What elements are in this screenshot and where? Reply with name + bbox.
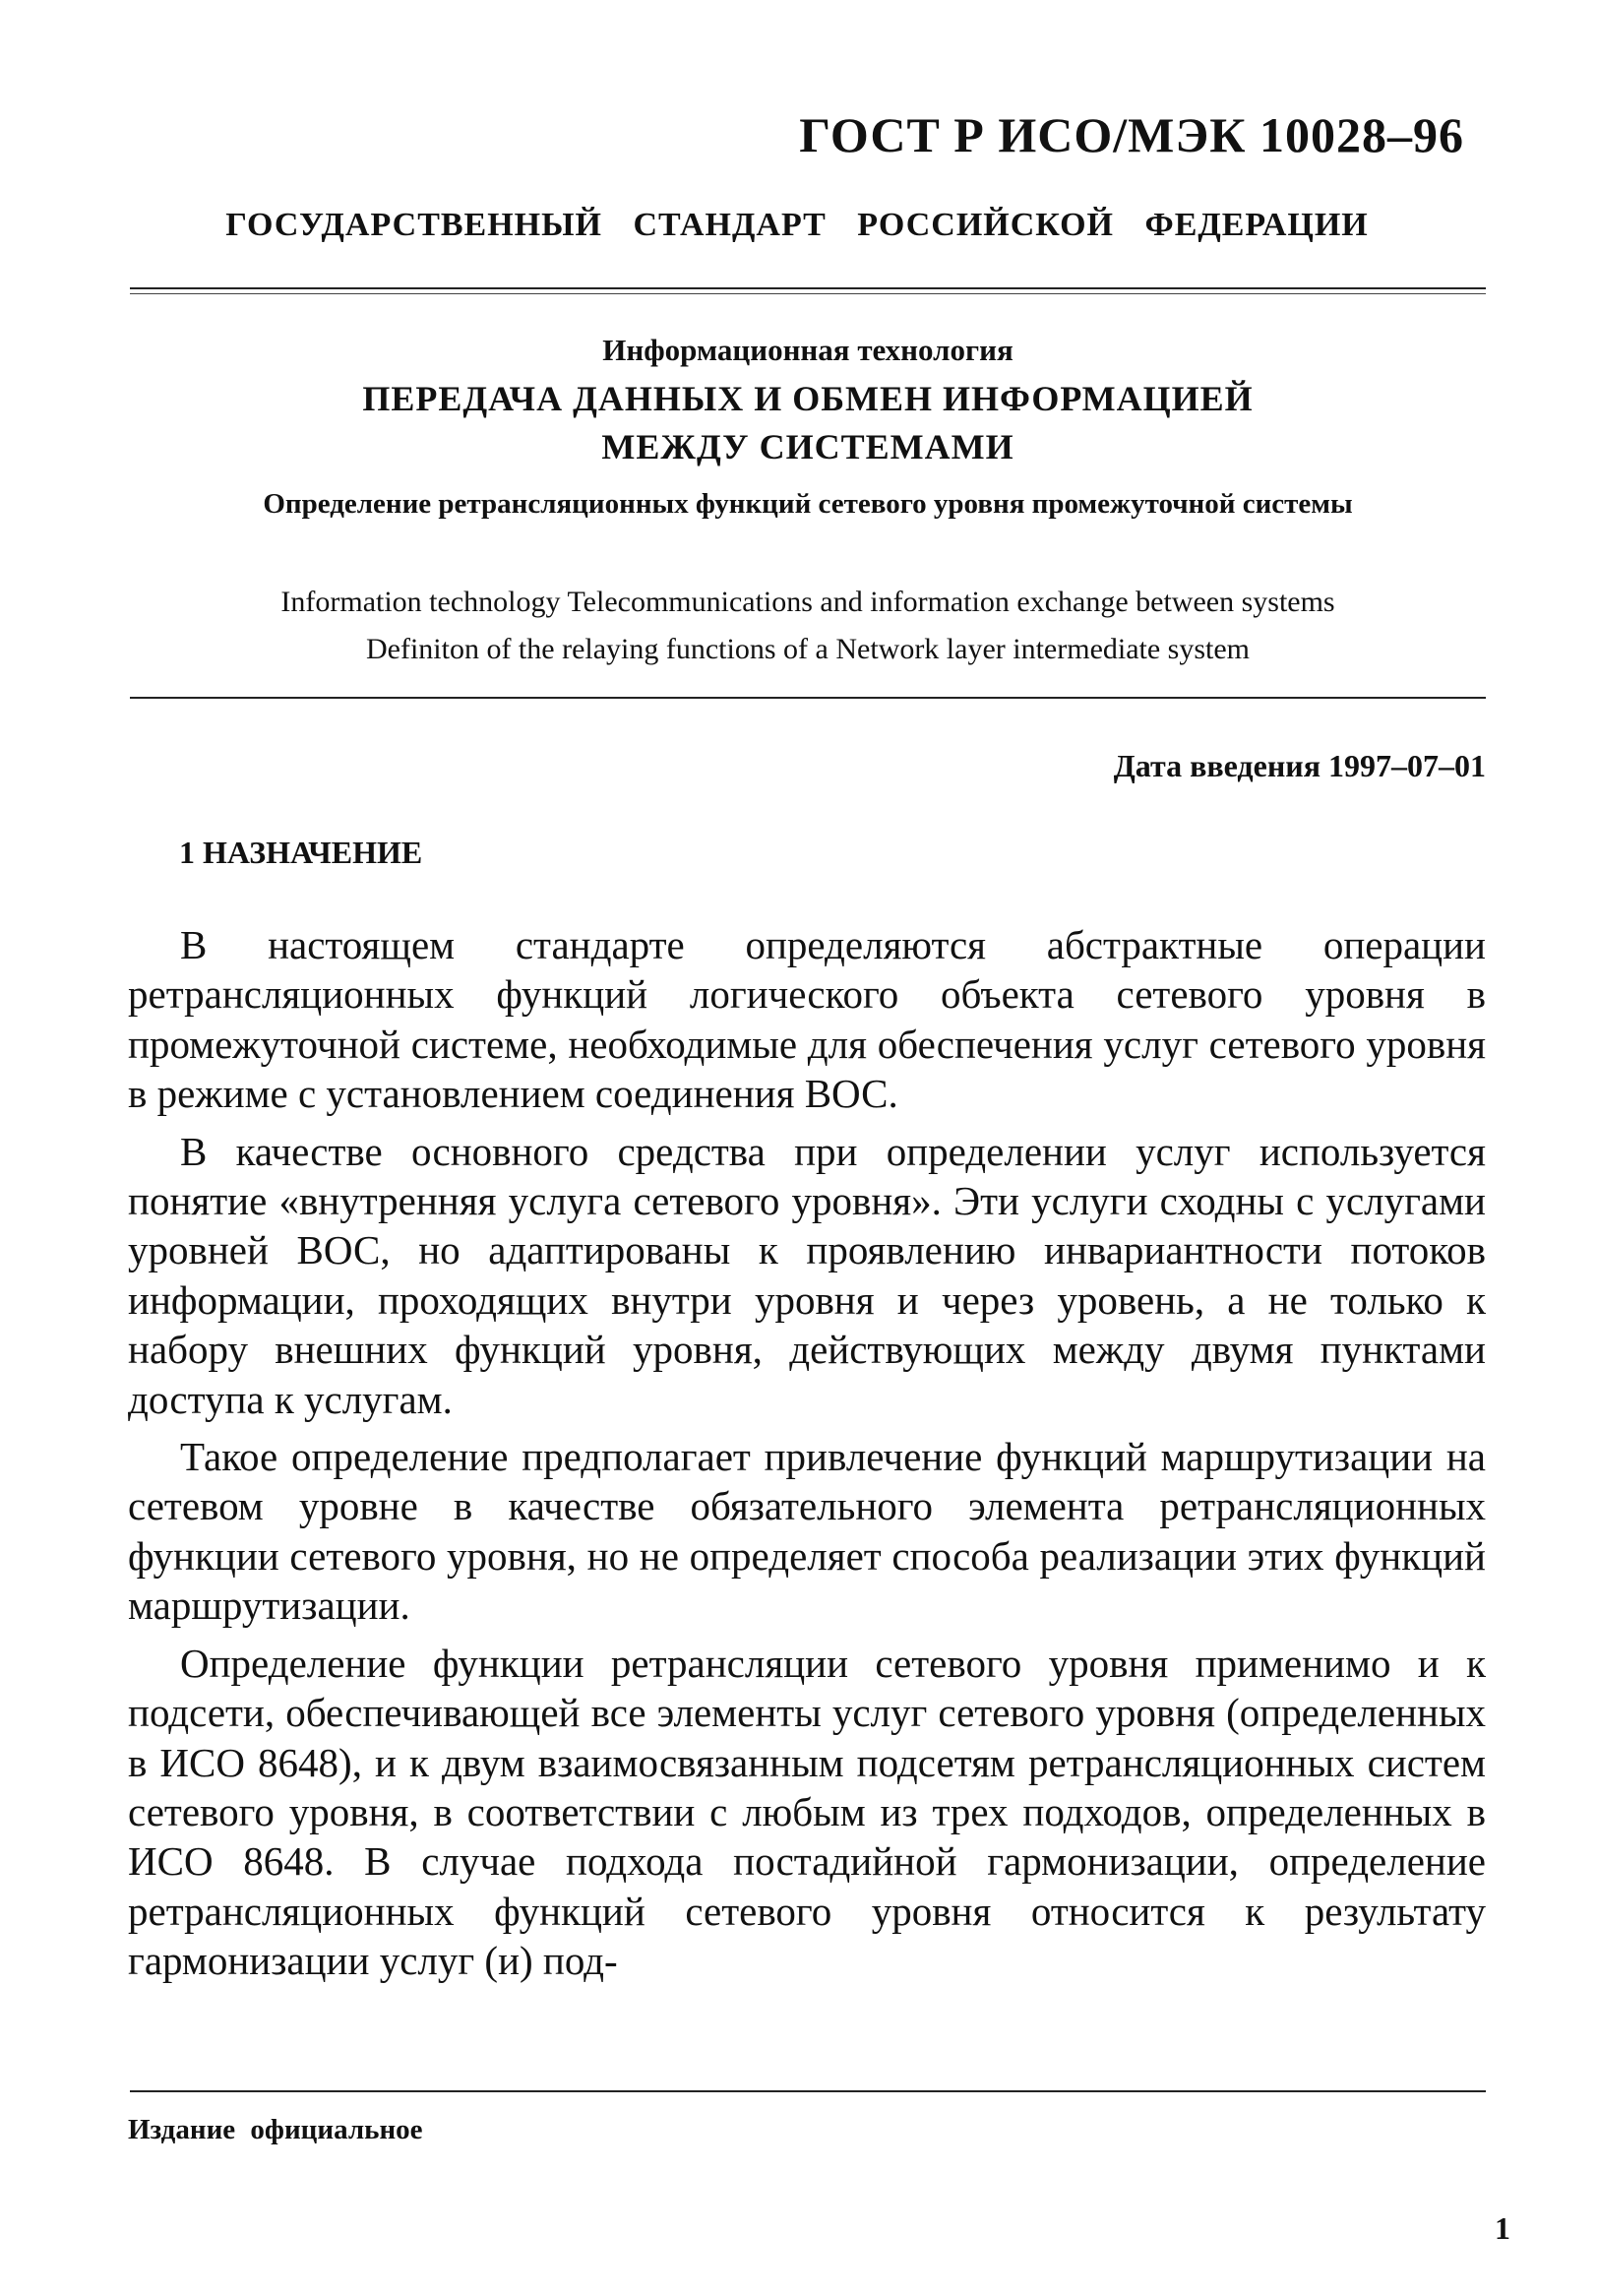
- paragraph: В качестве основного средства при определении услуг используется понятие «внутренняя услуга сетевого уровня». Эти услуги сходны с услугами уровней ВОС, но адаптированы к проявлению инвариантности потоков информации, проходящих внутри уровня и через уровень, а не только к набору внешних функций уровня, действующих между двумя пунктами доступа к услугам.: [128, 1128, 1486, 1422]
- introduction-date: Дата введения 1997–07–01: [1113, 748, 1486, 783]
- title-ru-line-3: МЕЖДУ СИСТЕМАМИ: [601, 427, 1014, 466]
- title-ru-line-4: Определение ретрансляционных функций сетевого уровня промежуточной системы: [263, 488, 1353, 520]
- state-standard-heading: ГОСУДАРСТВЕННЫЙ СТАНДАРТ РОССИЙСКОЙ ФЕДЕРАЦИИ: [225, 207, 1369, 243]
- paragraph: Определение функции ретрансляции сетевого уровня применимо и к подсети, обеспечивающей все элементы услуг сетевого уровня (определенных в ИСО 8648), и к двум взаимосвязанным подсетям ретрансляционных систем сетевого уровня, в соответствии с любым из трех подходов, определенных в ИСО 8648. В случае подхода постадийной гармонизации, определение ретрансляционных функций сетевого уровня относится к результату гармонизации услуг (и) под-: [128, 1640, 1486, 1984]
- paragraph: Такое определение предполагает привлечение функций маршрутизации на сетевом уровне в качестве обязательного элемента ретрансляционных функции сетевого уровня, но не определяет способа реализации этих функций маршрутизации.: [128, 1434, 1486, 1629]
- title-en-line-1: Information technology Telecommunications and information exchange between systems: [280, 586, 1335, 618]
- document-number: ГОСТ Р ИСО/МЭК 10028–96: [799, 107, 1464, 162]
- section-title: 1 НАЗНАЧЕНИЕ: [179, 835, 423, 870]
- header-divider: [130, 287, 1486, 294]
- body-text: [128, 920, 1486, 1994]
- title-en-line-2: Definiton of the relaying functions of a Network layer intermediate system: [365, 633, 1251, 665]
- footer-divider: [130, 2090, 1486, 2092]
- paragraph: В настоящем стандарте определяются абстрактные операции ретрансляционных функций логического объекта сетевого уровня в промежуточной системе, необходимые для обеспечения услуг сетевого уровня в режиме с установлением соединения ВОС.: [128, 922, 1486, 1117]
- page-number: 1: [1495, 2210, 1510, 2246]
- title-ru-line-1: Информационная технология: [602, 333, 1013, 367]
- title-divider: [130, 697, 1486, 699]
- edition-note: Издание официальное: [128, 2114, 423, 2145]
- title-ru-line-2: ПЕРЕДАЧА ДАННЫХ И ОБМЕН ИНФОРМАЦИЕЙ: [362, 379, 1254, 418]
